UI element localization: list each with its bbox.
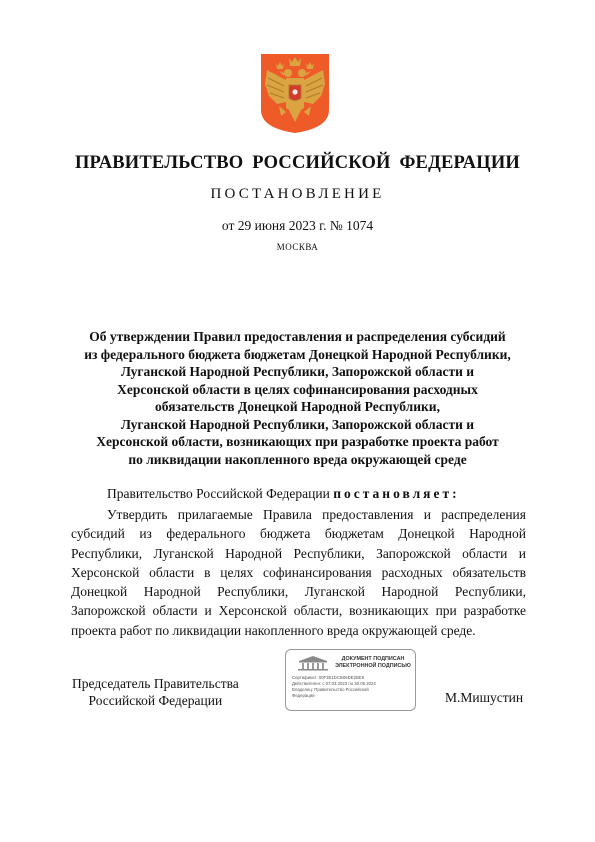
- subject-line: по ликвидации накопленного вреда окружающей среде: [128, 451, 467, 467]
- stamp-detail-line: Действителен: с 07.03.2023 по 30.05.2024: [292, 681, 376, 686]
- stamp-title-line: ЭЛЕКТРОННОЙ ПОДПИСЬЮ: [335, 662, 411, 669]
- signer-position-line: Председатель Правительства: [72, 676, 239, 691]
- body-line: Донецкой Народной Республики, Луганской Народной Республики,: [71, 584, 526, 600]
- body-line: Утвердить прилагаемые Правила предоставления и распределения: [107, 507, 526, 522]
- document-date-number: от 29 июня 2023 г. № 1074: [221, 218, 374, 233]
- signer-position: [72, 675, 239, 709]
- subject-line: Херсонской области в целях софинансирования расходных: [117, 381, 478, 397]
- subject-line: Об утверждении Правил предоставления и распределения субсидий: [89, 329, 506, 344]
- signer-position-line: Российской Федерации: [88, 693, 223, 708]
- body-line: Республики, Луганской Народной Республики, Запорожской области и: [71, 545, 526, 561]
- government-building-icon: [295, 655, 331, 671]
- body-line: субсидий из федерального бюджета бюджетам Донецкой Народной: [71, 526, 526, 542]
- document-type: ПОСТАНОВЛЕНИЕ: [210, 186, 385, 202]
- resolution-lead: [107, 486, 460, 502]
- stamp-title: [334, 656, 412, 669]
- document-subject: [60, 328, 535, 468]
- subject-line: Луганской Народной Республики, Запорожской области и: [120, 364, 475, 379]
- government-title: ПРАВИТЕЛЬСТВО РОССИЙСКОЙ ФЕДЕРАЦИИ: [74, 153, 521, 173]
- stamp-title-line: ДОКУМЕНТ ПОДПИСАН: [341, 656, 405, 662]
- coat-of-arms-icon: [259, 52, 331, 135]
- signer-name: М.Мишустин: [445, 690, 524, 705]
- electronic-signature-stamp: [285, 649, 416, 711]
- stamp-detail-line: Владелец: Правительство Российской: [292, 687, 369, 692]
- subject-line: обязательств Донецкой Народной Республики,: [155, 399, 440, 414]
- lead-resolves: постановляет:: [333, 486, 460, 501]
- subject-line: Луганской Народной Республики, Запорожской области и: [120, 416, 475, 432]
- body-line: Херсонской области в целях софинансирования расходных обязательств: [71, 564, 526, 580]
- body-line: проекта работ по ликвидации накопленного вреда окружающей среде.: [71, 622, 476, 638]
- stamp-detail-line: Сертификат: 00F3E1DCB06DE2BE9: [292, 675, 365, 680]
- resolution-body: [71, 505, 526, 640]
- body-line: Запорожской области и Херсонской области, возникающих при разработке: [71, 603, 526, 619]
- lead-text: Правительство Российской Федерации: [107, 486, 334, 501]
- document-city: МОСКВА: [276, 242, 319, 252]
- stamp-detail-line: Федерации: [292, 693, 315, 698]
- stamp-details: [292, 675, 376, 699]
- subject-line: Херсонской области, возникающих при разработке проекта работ: [96, 434, 499, 449]
- subject-line: из федерального бюджета бюджетам Донецкой Народной Республики,: [84, 346, 511, 362]
